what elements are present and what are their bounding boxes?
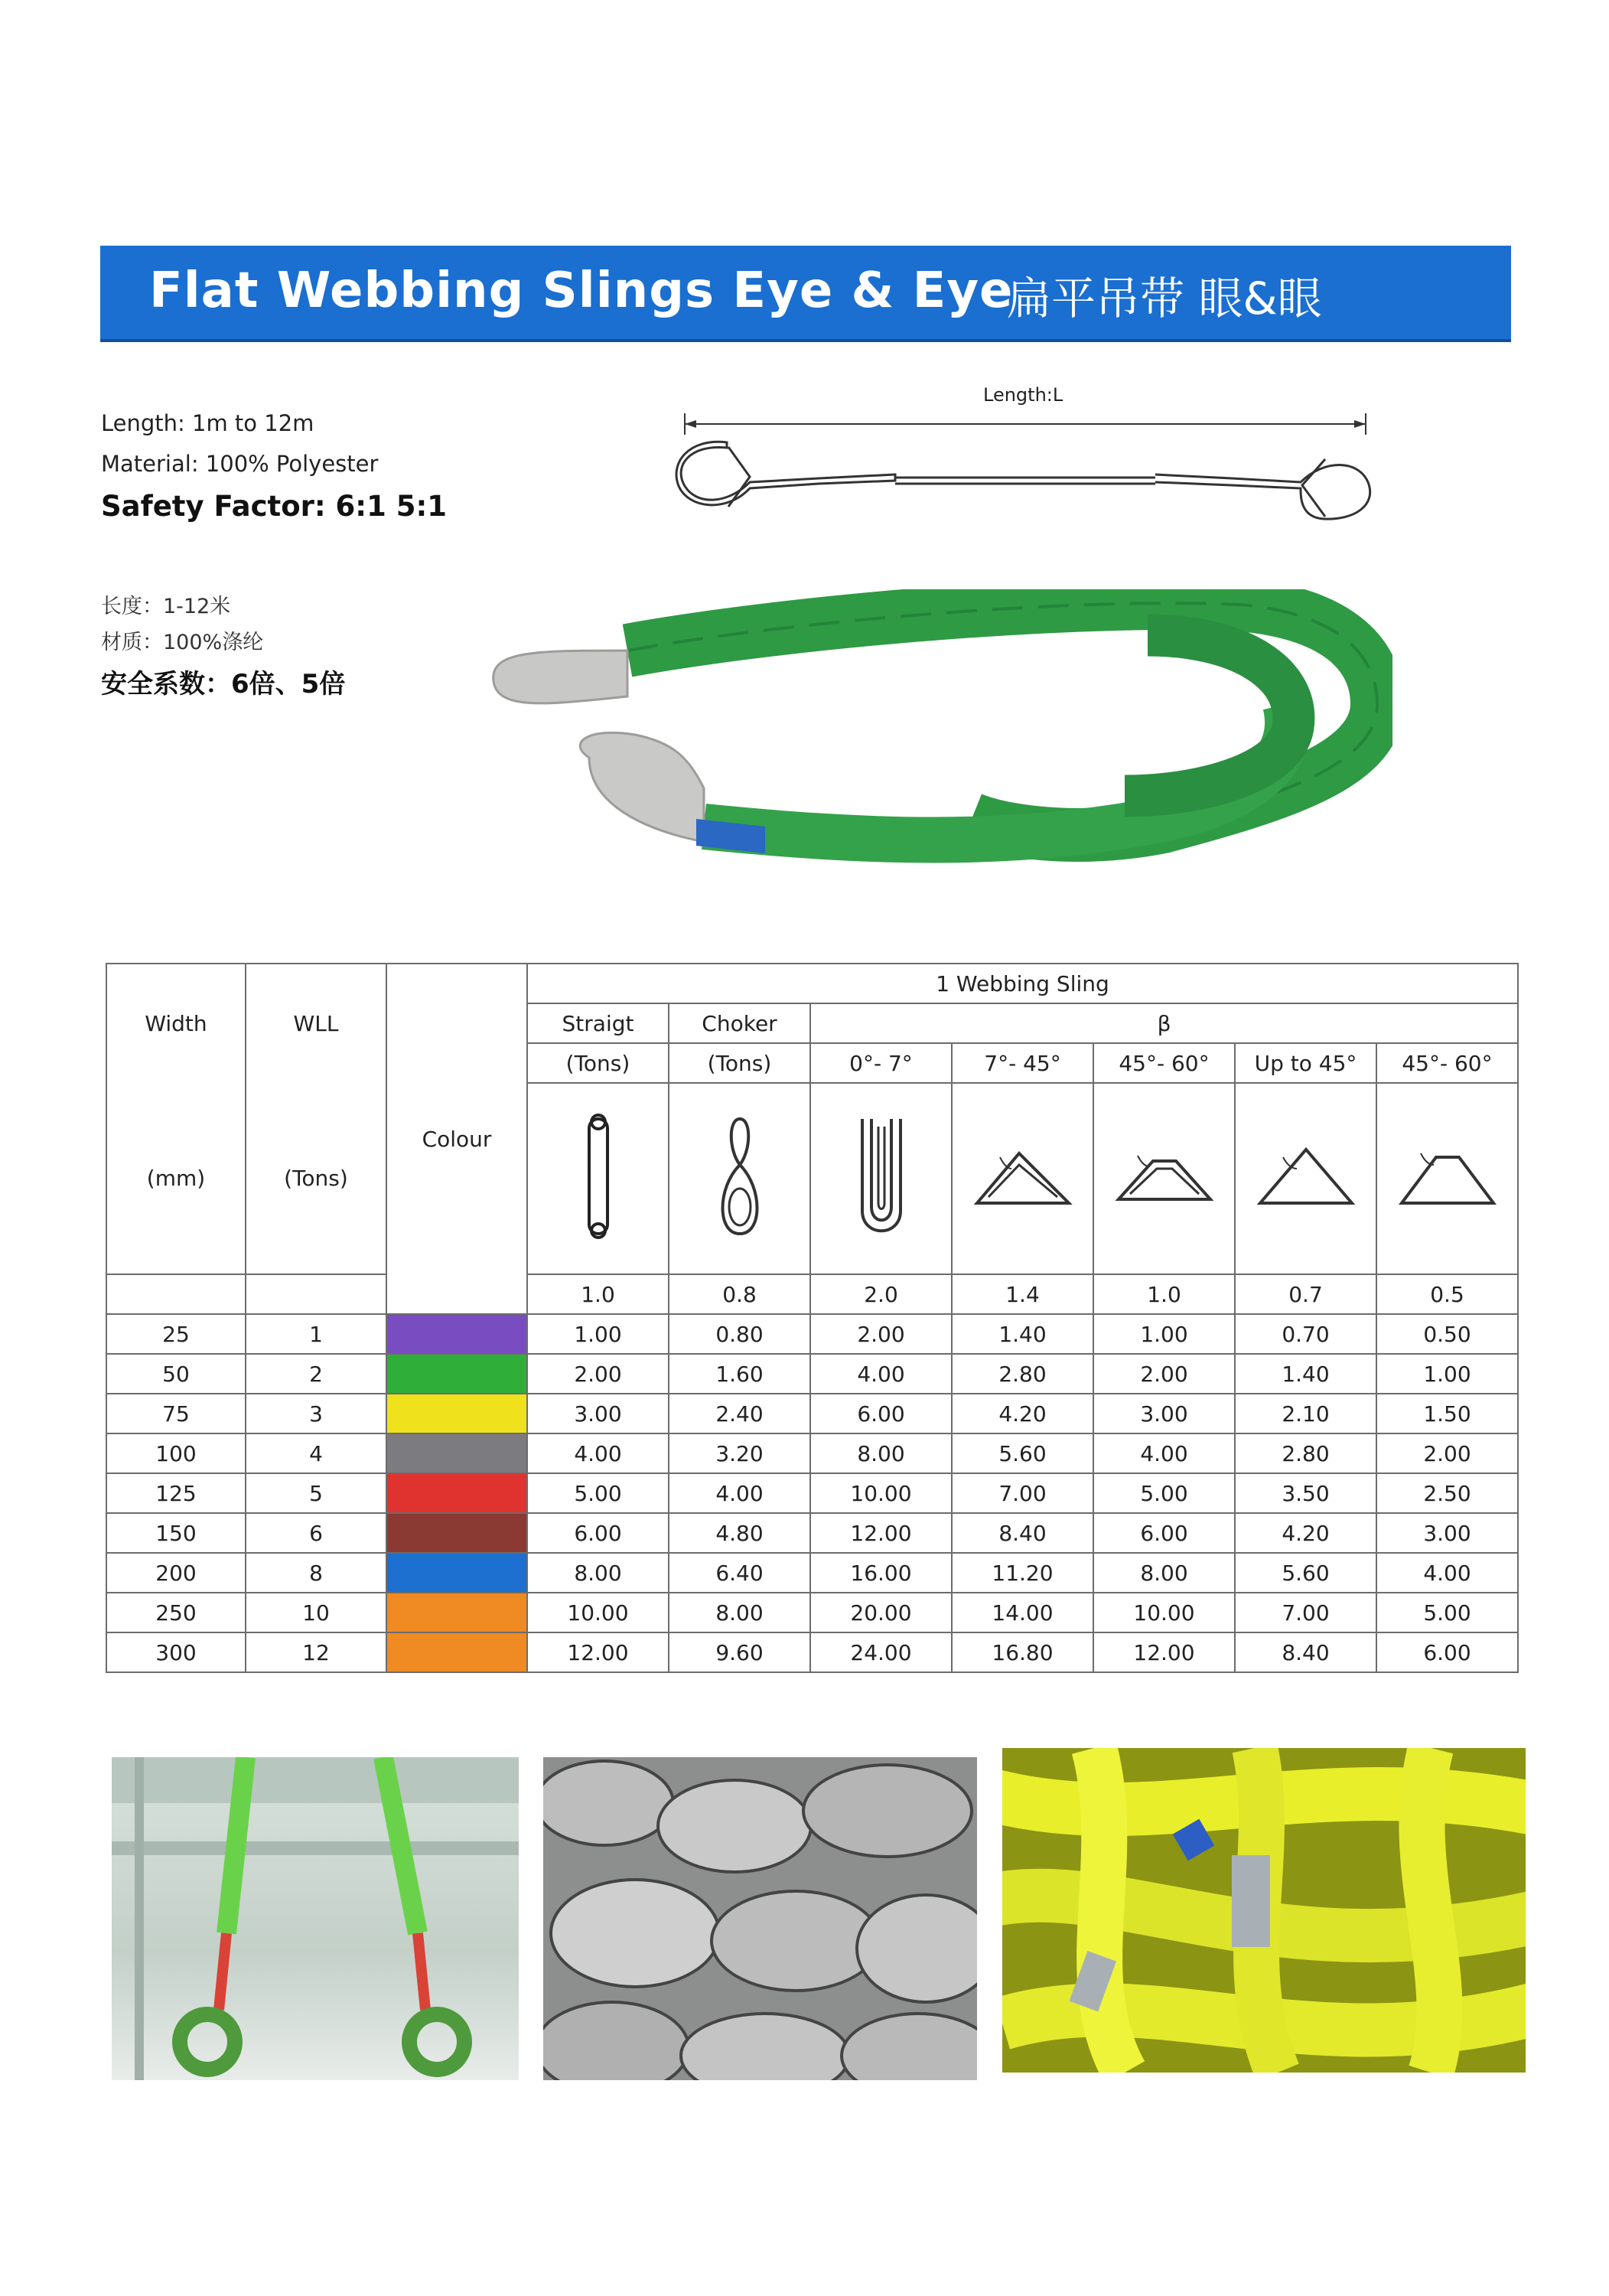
table-row [106,1513,1518,1553]
colour-swatch [386,1433,527,1473]
sling-length-diagram [666,383,1385,528]
choker-unit: (Tons) [669,1043,810,1083]
width-cell: 75 [106,1394,246,1433]
length-label: Length:L [983,384,1063,406]
basket-diagram [952,1083,1093,1274]
value-cell: 16.80 [952,1632,1093,1672]
value-cell: 5.00 [1376,1593,1518,1632]
width-cell: 250 [106,1593,246,1632]
spec-material-en: Material: 100% Polyester [101,451,379,477]
wll-cell: 4 [246,1433,386,1473]
value-cell: 2.40 [669,1394,810,1433]
beta-header: β [810,1003,1518,1043]
value-cell: 7.00 [1235,1593,1376,1632]
value-cell: 3.00 [527,1394,669,1433]
width-header: Width [106,964,246,1083]
grey-slings-photo [543,1757,977,2080]
value-cell: 2.00 [527,1354,669,1394]
choker-header: Choker [669,1003,810,1043]
value-cell: 2.00 [1376,1433,1518,1473]
value-cell: 3.20 [669,1433,810,1473]
width-cell: 25 [106,1314,246,1354]
angle-header: 45°- 60° [1376,1043,1518,1083]
width-cell: 125 [106,1473,246,1513]
value-cell: 12.00 [1093,1632,1235,1672]
value-cell: 8.00 [1093,1553,1235,1593]
colour-swatch [386,1632,527,1672]
factor-cell: 1.0 [1093,1274,1235,1314]
sling-outline-drawing [666,383,1385,528]
angle-header: Up to 45° [1235,1043,1376,1083]
factor-cell: 2.0 [810,1274,952,1314]
table-row [106,1433,1518,1473]
width-unit: (mm) [106,1083,246,1274]
value-cell: 5.60 [952,1433,1093,1473]
value-cell: 16.00 [810,1553,952,1593]
value-cell: 10.00 [527,1593,669,1632]
factor-cell: 0.8 [669,1274,810,1314]
value-cell: 4.20 [1235,1513,1376,1553]
table-row [106,1593,1518,1632]
value-cell: 4.00 [1376,1553,1518,1593]
factor-cell: 1.0 [527,1274,669,1314]
choker-diagram [669,1083,810,1274]
table-row [106,1632,1518,1672]
basket-diagram [810,1083,952,1274]
value-cell: 0.50 [1376,1314,1518,1354]
value-cell: 14.00 [952,1593,1093,1632]
value-cell: 6.00 [1093,1513,1235,1553]
title-chinese: 扁平吊带 眼&眼 [1007,272,1322,325]
width-cell: 200 [106,1553,246,1593]
wll-cell: 3 [246,1394,386,1433]
basket-diagram [1093,1083,1235,1274]
factor-cell: 1.4 [952,1274,1093,1314]
load-capacity-table [106,963,1519,1673]
wll-header: WLL [246,964,386,1083]
value-cell: 3.00 [1376,1513,1518,1553]
angle-header: 7°- 45° [952,1043,1093,1083]
basket-diagram [1235,1083,1376,1274]
factor-cell: 0.7 [1235,1274,1376,1314]
table-row [106,1553,1518,1593]
basket-vertical-icon [851,1111,912,1241]
colour-swatch [386,1354,527,1394]
value-cell: 2.00 [810,1314,952,1354]
value-cell: 1.50 [1376,1394,1518,1433]
title-banner [100,246,1511,339]
colour-swatch [386,1553,527,1593]
table-row [106,1394,1518,1433]
lifting-photo-drawing [112,1757,519,2080]
basket-angle-icon [1111,1134,1218,1218]
width-cell: 100 [106,1433,246,1473]
wll-cell: 8 [246,1553,386,1593]
spec-material-cn: 材质：100%涤纶 [101,631,264,654]
value-cell: 1.00 [1093,1314,1235,1354]
wll-cell: 6 [246,1513,386,1553]
value-cell: 11.20 [952,1553,1093,1593]
spec-length-cn: 长度：1-12米 [101,595,231,618]
value-cell: 2.50 [1376,1473,1518,1513]
value-cell: 1.40 [952,1314,1093,1354]
spec-length-en: Length: 1m to 12m [101,410,314,436]
wll-cell: 12 [246,1632,386,1672]
value-cell: 2.80 [952,1354,1093,1394]
value-cell: 6.00 [810,1394,952,1433]
straight-unit: (Tons) [527,1043,669,1083]
spec-safety-cn: 安全系数：6倍、5倍 [101,669,346,700]
table-row [106,1314,1518,1354]
basket-angle-icon [1252,1134,1360,1218]
value-cell: 12.00 [810,1513,952,1553]
basket-diagram [1376,1083,1518,1274]
colour-swatch [386,1473,527,1513]
value-cell: 1.60 [669,1354,810,1394]
wll-cell: 5 [246,1473,386,1513]
green-sling-photo [474,589,1392,903]
value-cell: 8.40 [952,1513,1093,1553]
wll-cell: 1 [246,1314,386,1354]
wll-cell: 2 [246,1354,386,1394]
value-cell: 3.00 [1093,1394,1235,1433]
value-cell: 4.00 [810,1354,952,1394]
value-cell: 4.20 [952,1394,1093,1433]
straight-diagram [527,1083,669,1274]
straight-header: Straigt [527,1003,669,1043]
value-cell: 5.00 [1093,1473,1235,1513]
choker-sling-icon [709,1111,770,1241]
value-cell: 12.00 [527,1632,669,1672]
value-cell: 0.70 [1235,1314,1376,1354]
value-cell: 7.00 [952,1473,1093,1513]
wll-unit: (Tons) [246,1083,386,1274]
value-cell: 0.80 [669,1314,810,1354]
spec-safety-en: Safety Factor: 6:1 5:1 [101,490,447,523]
value-cell: 1.00 [527,1314,669,1354]
width-cell: 300 [106,1632,246,1672]
lifting-photo [112,1757,519,2080]
colour-swatch [386,1593,527,1632]
value-cell: 4.00 [1093,1433,1235,1473]
spacer-cell [246,1274,386,1314]
value-cell: 2.80 [1235,1433,1376,1473]
value-cell: 10.00 [810,1473,952,1513]
colour-swatch [386,1314,527,1354]
colour-swatch [386,1394,527,1433]
width-cell: 50 [106,1354,246,1394]
value-cell: 8.00 [810,1433,952,1473]
value-cell: 10.00 [1093,1593,1235,1632]
table-row [106,1473,1518,1513]
value-cell: 4.00 [669,1473,810,1513]
group-header: 1 Webbing Sling [527,964,1518,1003]
colour-swatch [386,1513,527,1553]
angle-header: 0°- 7° [810,1043,952,1083]
value-cell: 6.40 [669,1553,810,1593]
width-cell: 150 [106,1513,246,1553]
title-english: Flat Webbing Slings Eye & Eye [149,263,1014,319]
value-cell: 8.00 [669,1593,810,1632]
yellow-slings-photo [1002,1748,1526,2073]
basket-angle-icon [969,1134,1076,1218]
wll-cell: 10 [246,1593,386,1632]
value-cell: 6.00 [1376,1632,1518,1672]
basket-angle-icon [1394,1134,1501,1218]
angle-header: 45°- 60° [1093,1043,1235,1083]
value-cell: 1.40 [1235,1354,1376,1394]
value-cell: 8.00 [527,1553,669,1593]
grey-slings-drawing [543,1757,977,2080]
value-cell: 4.00 [527,1433,669,1473]
value-cell: 24.00 [810,1632,952,1672]
table-row [106,1354,1518,1394]
value-cell: 20.00 [810,1593,952,1632]
spacer-cell [106,1274,246,1314]
factor-cell: 0.5 [1376,1274,1518,1314]
value-cell: 3.50 [1235,1473,1376,1513]
value-cell: 8.40 [1235,1632,1376,1672]
value-cell: 2.10 [1235,1394,1376,1433]
value-cell: 9.60 [669,1632,810,1672]
value-cell: 5.00 [527,1473,669,1513]
value-cell: 4.80 [669,1513,810,1553]
value-cell: 1.00 [1376,1354,1518,1394]
colour-header: Colour [386,964,527,1314]
value-cell: 5.60 [1235,1553,1376,1593]
straight-sling-icon [575,1111,621,1241]
value-cell: 6.00 [527,1513,669,1553]
yellow-slings-drawing [1002,1748,1526,2073]
value-cell: 2.00 [1093,1354,1235,1394]
